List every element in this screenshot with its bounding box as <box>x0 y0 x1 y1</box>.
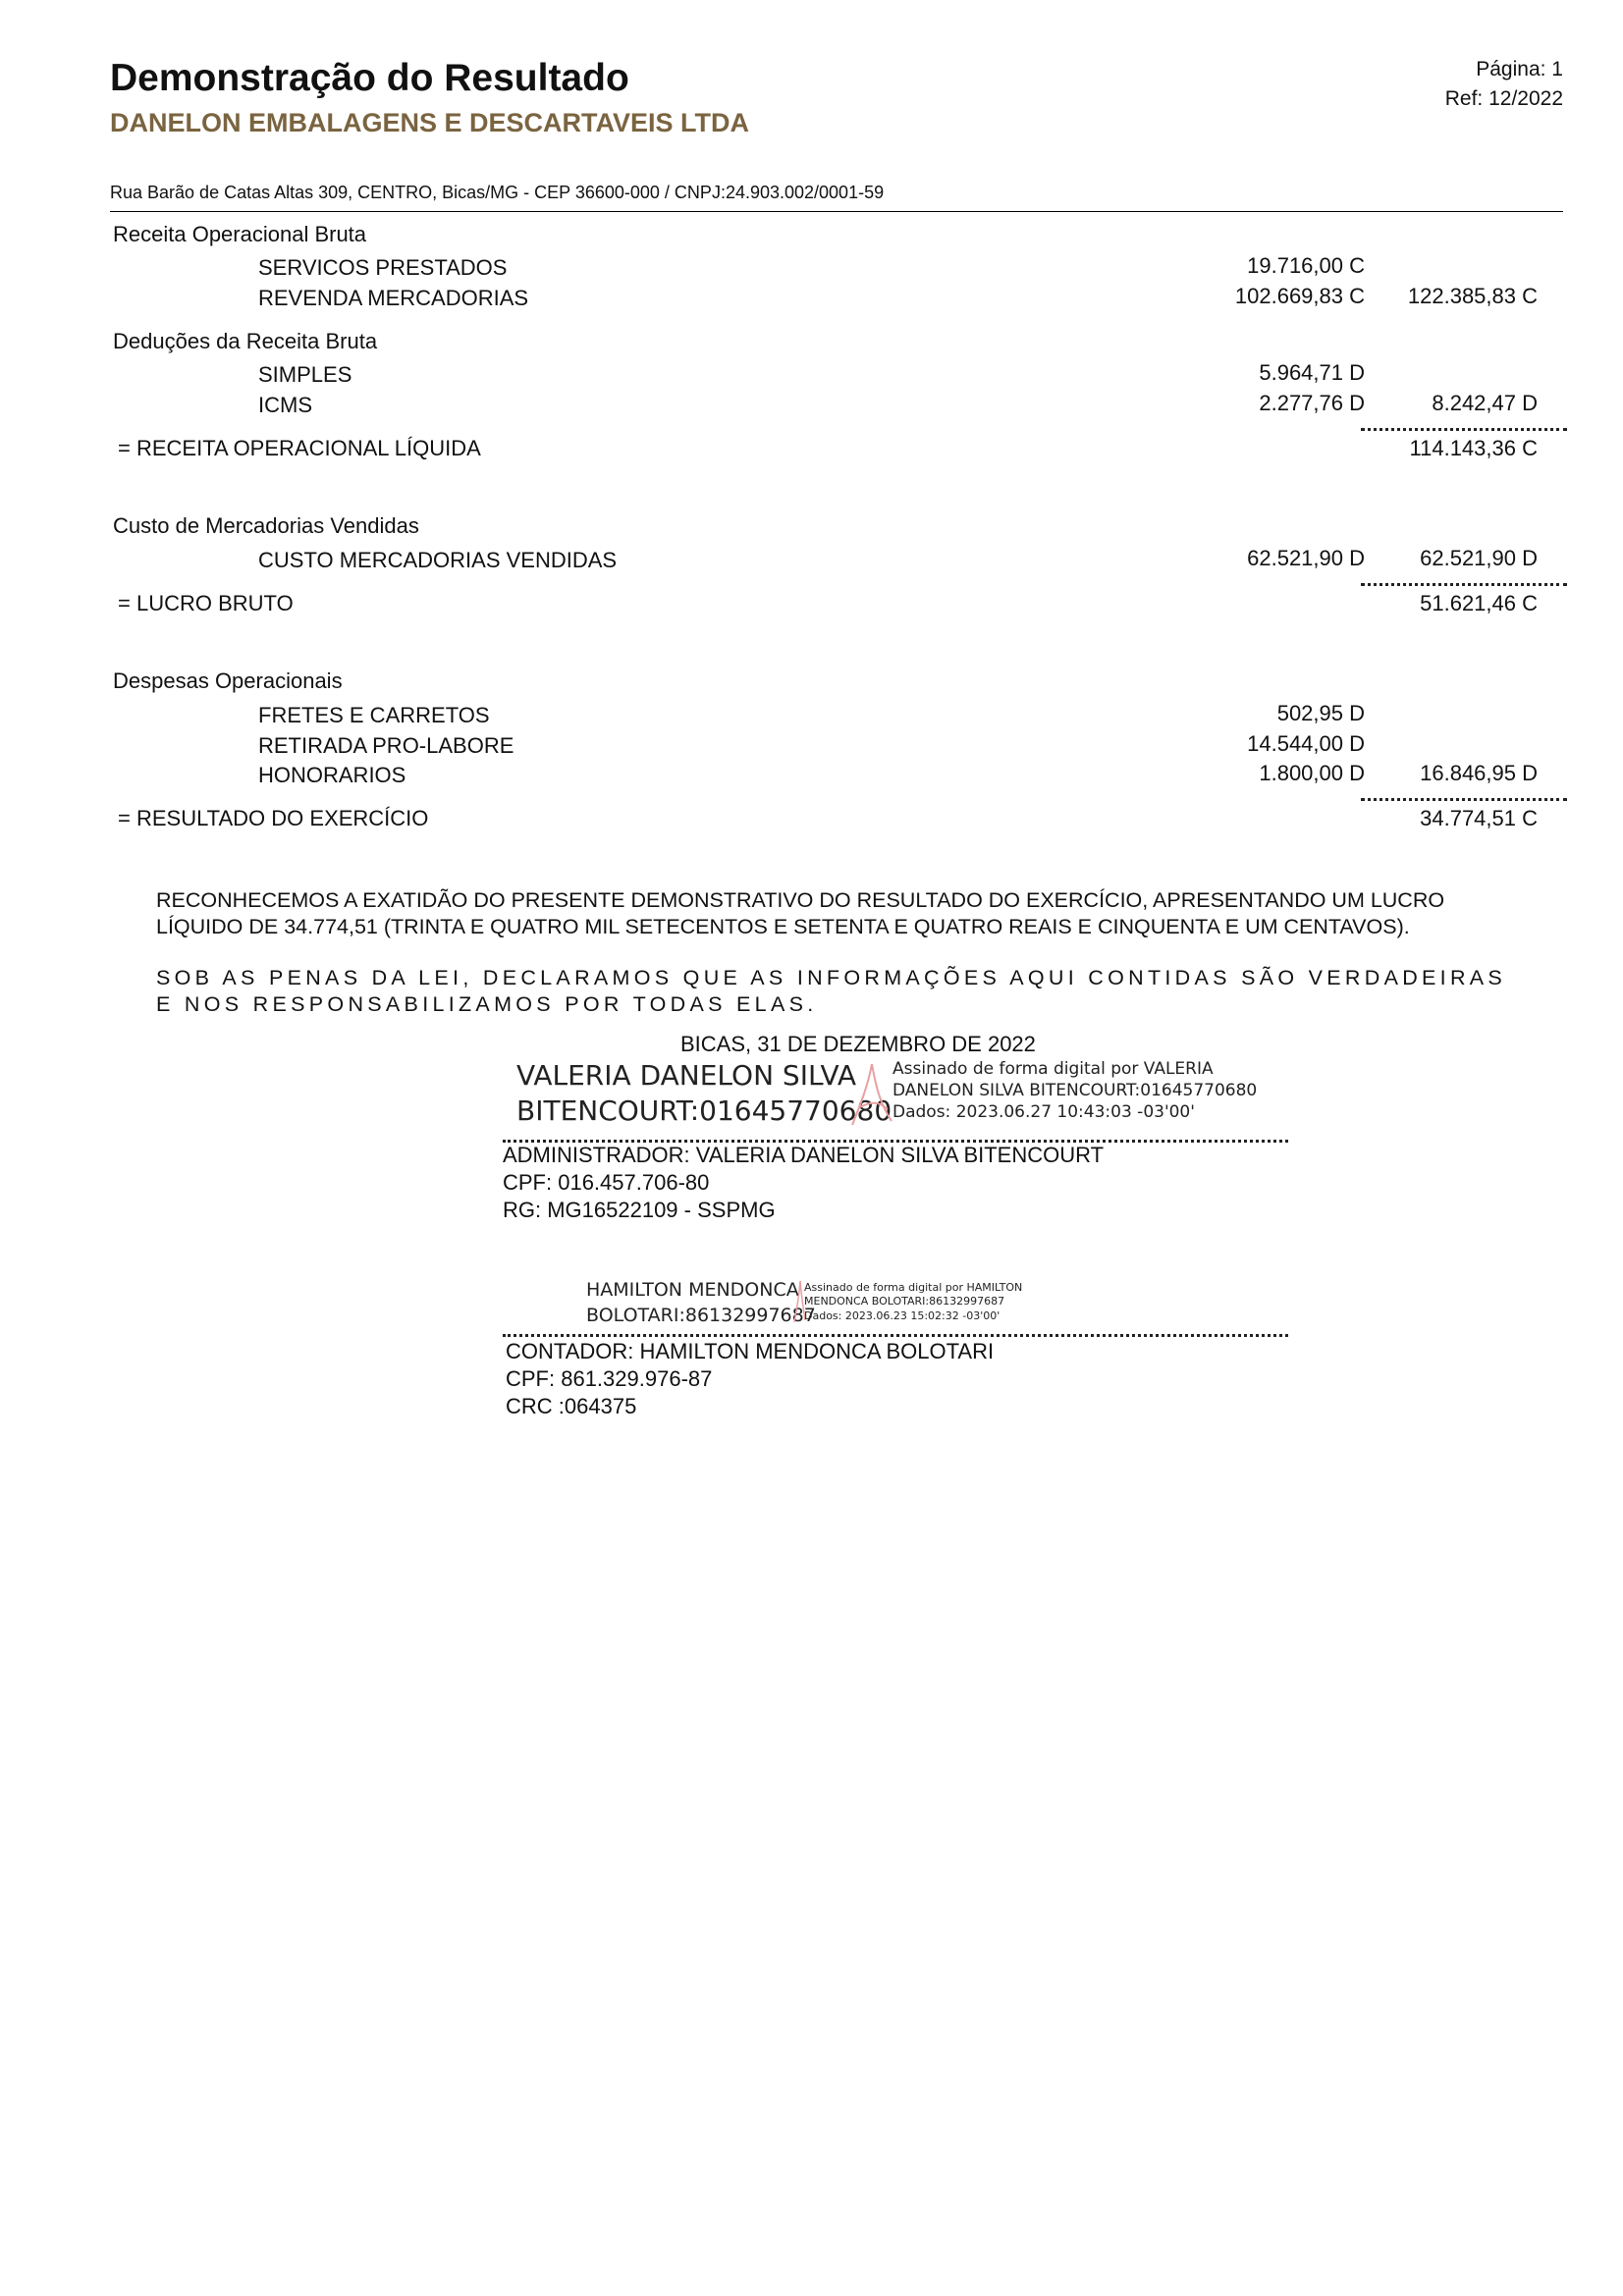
section-title-despesas: Despesas Operacionais <box>113 668 343 693</box>
admin-signature-name <box>516 1058 892 1129</box>
line-item-value: 62.521,90 D <box>1247 546 1365 570</box>
digital-signature-text: MENDONCA BOLOTARI:86132997687 <box>804 1295 1005 1308</box>
line-item-value: 14.544,00 D <box>1247 731 1365 756</box>
digital-signature-text: Assinado de forma digital por VALERIA <box>893 1059 1214 1079</box>
line-item-value: 5.964,71 D <box>1259 360 1365 385</box>
page-number: Página: 1 <box>1476 58 1563 80</box>
section-total: 62.521,90 D <box>1420 546 1538 570</box>
place-date: BICAS, 31 DE DEZEMBRO DE 2022 <box>680 1032 1036 1056</box>
signature-name-line: VALERIA DANELON SILVA <box>516 1059 856 1092</box>
reference-period: Ref: 12/2022 <box>1444 87 1563 110</box>
company-address: Rua Barão de Catas Altas 309, CENTRO, Bicas/MG - CEP 36600-000 / CNPJ:24.903.002/0001-59 <box>110 183 885 202</box>
section-total: 8.242,47 D <box>1432 391 1538 415</box>
signer-rg: RG: MG16522109 - SSPMG <box>503 1198 776 1222</box>
declaration-paragraph: RECONHECEMOS A EXATIDÃO DO PRESENTE DEMONSTRATIVO DO RESULTADO DO EXERCÍCIO, APRESENTANDO UM LUCRO LÍQUIDO DE 34.774,51 (TRINTA E QUATRO MIL SETECENTOS E SETENTA E QUATRO REAIS E CINQUENTA E UM CENTAVOS). <box>156 888 1445 938</box>
line-item-label: HONORARIOS <box>258 763 406 787</box>
subtotal-value-lucro-bruto: 51.621,46 C <box>1420 591 1538 615</box>
accountant-signer-details <box>506 1338 994 1420</box>
signature-name-line: BITENCOURT:01645770680 <box>516 1095 893 1127</box>
total-separator <box>1361 583 1567 586</box>
line-item-label: ICMS <box>258 393 312 417</box>
digital-signature-text: Dados: 2023.06.27 10:43:03 -03'00' <box>893 1102 1195 1123</box>
signer-crc: CRC :064375 <box>506 1394 637 1418</box>
page-title: Demonstração do Resultado <box>110 57 629 99</box>
accountant-digital-signature-info <box>804 1281 1022 1323</box>
digital-signature-text: Assinado de forma digital por HAMILTON <box>804 1281 1023 1294</box>
result-label: = RESULTADO DO EXERCÍCIO <box>118 806 429 830</box>
line-item-label: REVENDA MERCADORIAS <box>258 286 529 310</box>
total-separator <box>1361 798 1567 801</box>
subtotal-value-receita-liquida: 114.143,36 C <box>1409 436 1538 460</box>
digital-signature-mark-icon <box>846 1058 895 1129</box>
subtotal-label-lucro-bruto: = LUCRO BRUTO <box>118 591 294 615</box>
page-info <box>1445 55 1563 114</box>
line-item-label: SIMPLES <box>258 362 352 387</box>
line-item-label: RETIRADA PRO-LABORE <box>258 733 514 758</box>
digital-signature-text: DANELON SILVA BITENCOURT:01645770680 <box>893 1081 1258 1101</box>
signer-cpf: CPF: 016.457.706-80 <box>503 1170 710 1195</box>
subtotal-label-receita-liquida: = RECEITA OPERACIONAL LÍQUIDA <box>118 436 481 460</box>
header-divider <box>110 211 1563 212</box>
section-title-deducoes: Deduções da Receita Bruta <box>113 329 378 353</box>
company-name: DANELON EMBALAGENS E DESCARTAVEIS LTDA <box>110 108 750 137</box>
legal-declaration: SOB AS PENAS DA LEI, DECLARAMOS QUE AS INFORMAÇÕES AQUI CONTIDAS SÃO VERDADEIRAS E NOS RESPONSABILIZAMOS POR TODAS ELAS. <box>156 966 1507 1016</box>
line-item-value: 2.277,76 D <box>1259 391 1365 415</box>
signer-role: CONTADOR: HAMILTON MENDONCA BOLOTARI <box>506 1339 995 1363</box>
line-item-label: CUSTO MERCADORIAS VENDIDAS <box>258 548 618 572</box>
section-total: 122.385,83 C <box>1407 284 1538 308</box>
line-item-value: 1.800,00 D <box>1259 761 1365 785</box>
total-separator <box>1361 428 1567 431</box>
signer-cpf: CPF: 861.329.976-87 <box>506 1366 713 1391</box>
section-title-receita-bruta: Receita Operacional Bruta <box>113 222 367 246</box>
admin-digital-signature-info <box>893 1058 1257 1123</box>
admin-signer-details <box>503 1142 1104 1224</box>
line-item-label: SERVICOS PRESTADOS <box>258 255 508 280</box>
accountant-signature-name <box>586 1277 816 1328</box>
signature-name-line: HAMILTON MENDONCA <box>586 1279 799 1301</box>
signature-line <box>503 1334 1288 1337</box>
signature-name-line: BOLOTARI:86132997687 <box>586 1305 816 1326</box>
digital-signature-text: Dados: 2023.06.23 15:02:32 -03'00' <box>804 1308 1001 1322</box>
result-value: 34.774,51 C <box>1420 806 1538 830</box>
line-item-label: FRETES E CARRETOS <box>258 703 490 727</box>
section-total: 16.846,95 D <box>1420 761 1538 785</box>
line-item-value: 502,95 D <box>1276 701 1365 725</box>
line-item-value: 102.669,83 C <box>1234 284 1365 308</box>
section-title-custo: Custo de Mercadorias Vendidas <box>113 513 419 538</box>
signer-role: ADMINISTRADOR: VALERIA DANELON SILVA BITENCOURT <box>503 1143 1105 1167</box>
line-item-value: 19.716,00 C <box>1247 253 1365 278</box>
